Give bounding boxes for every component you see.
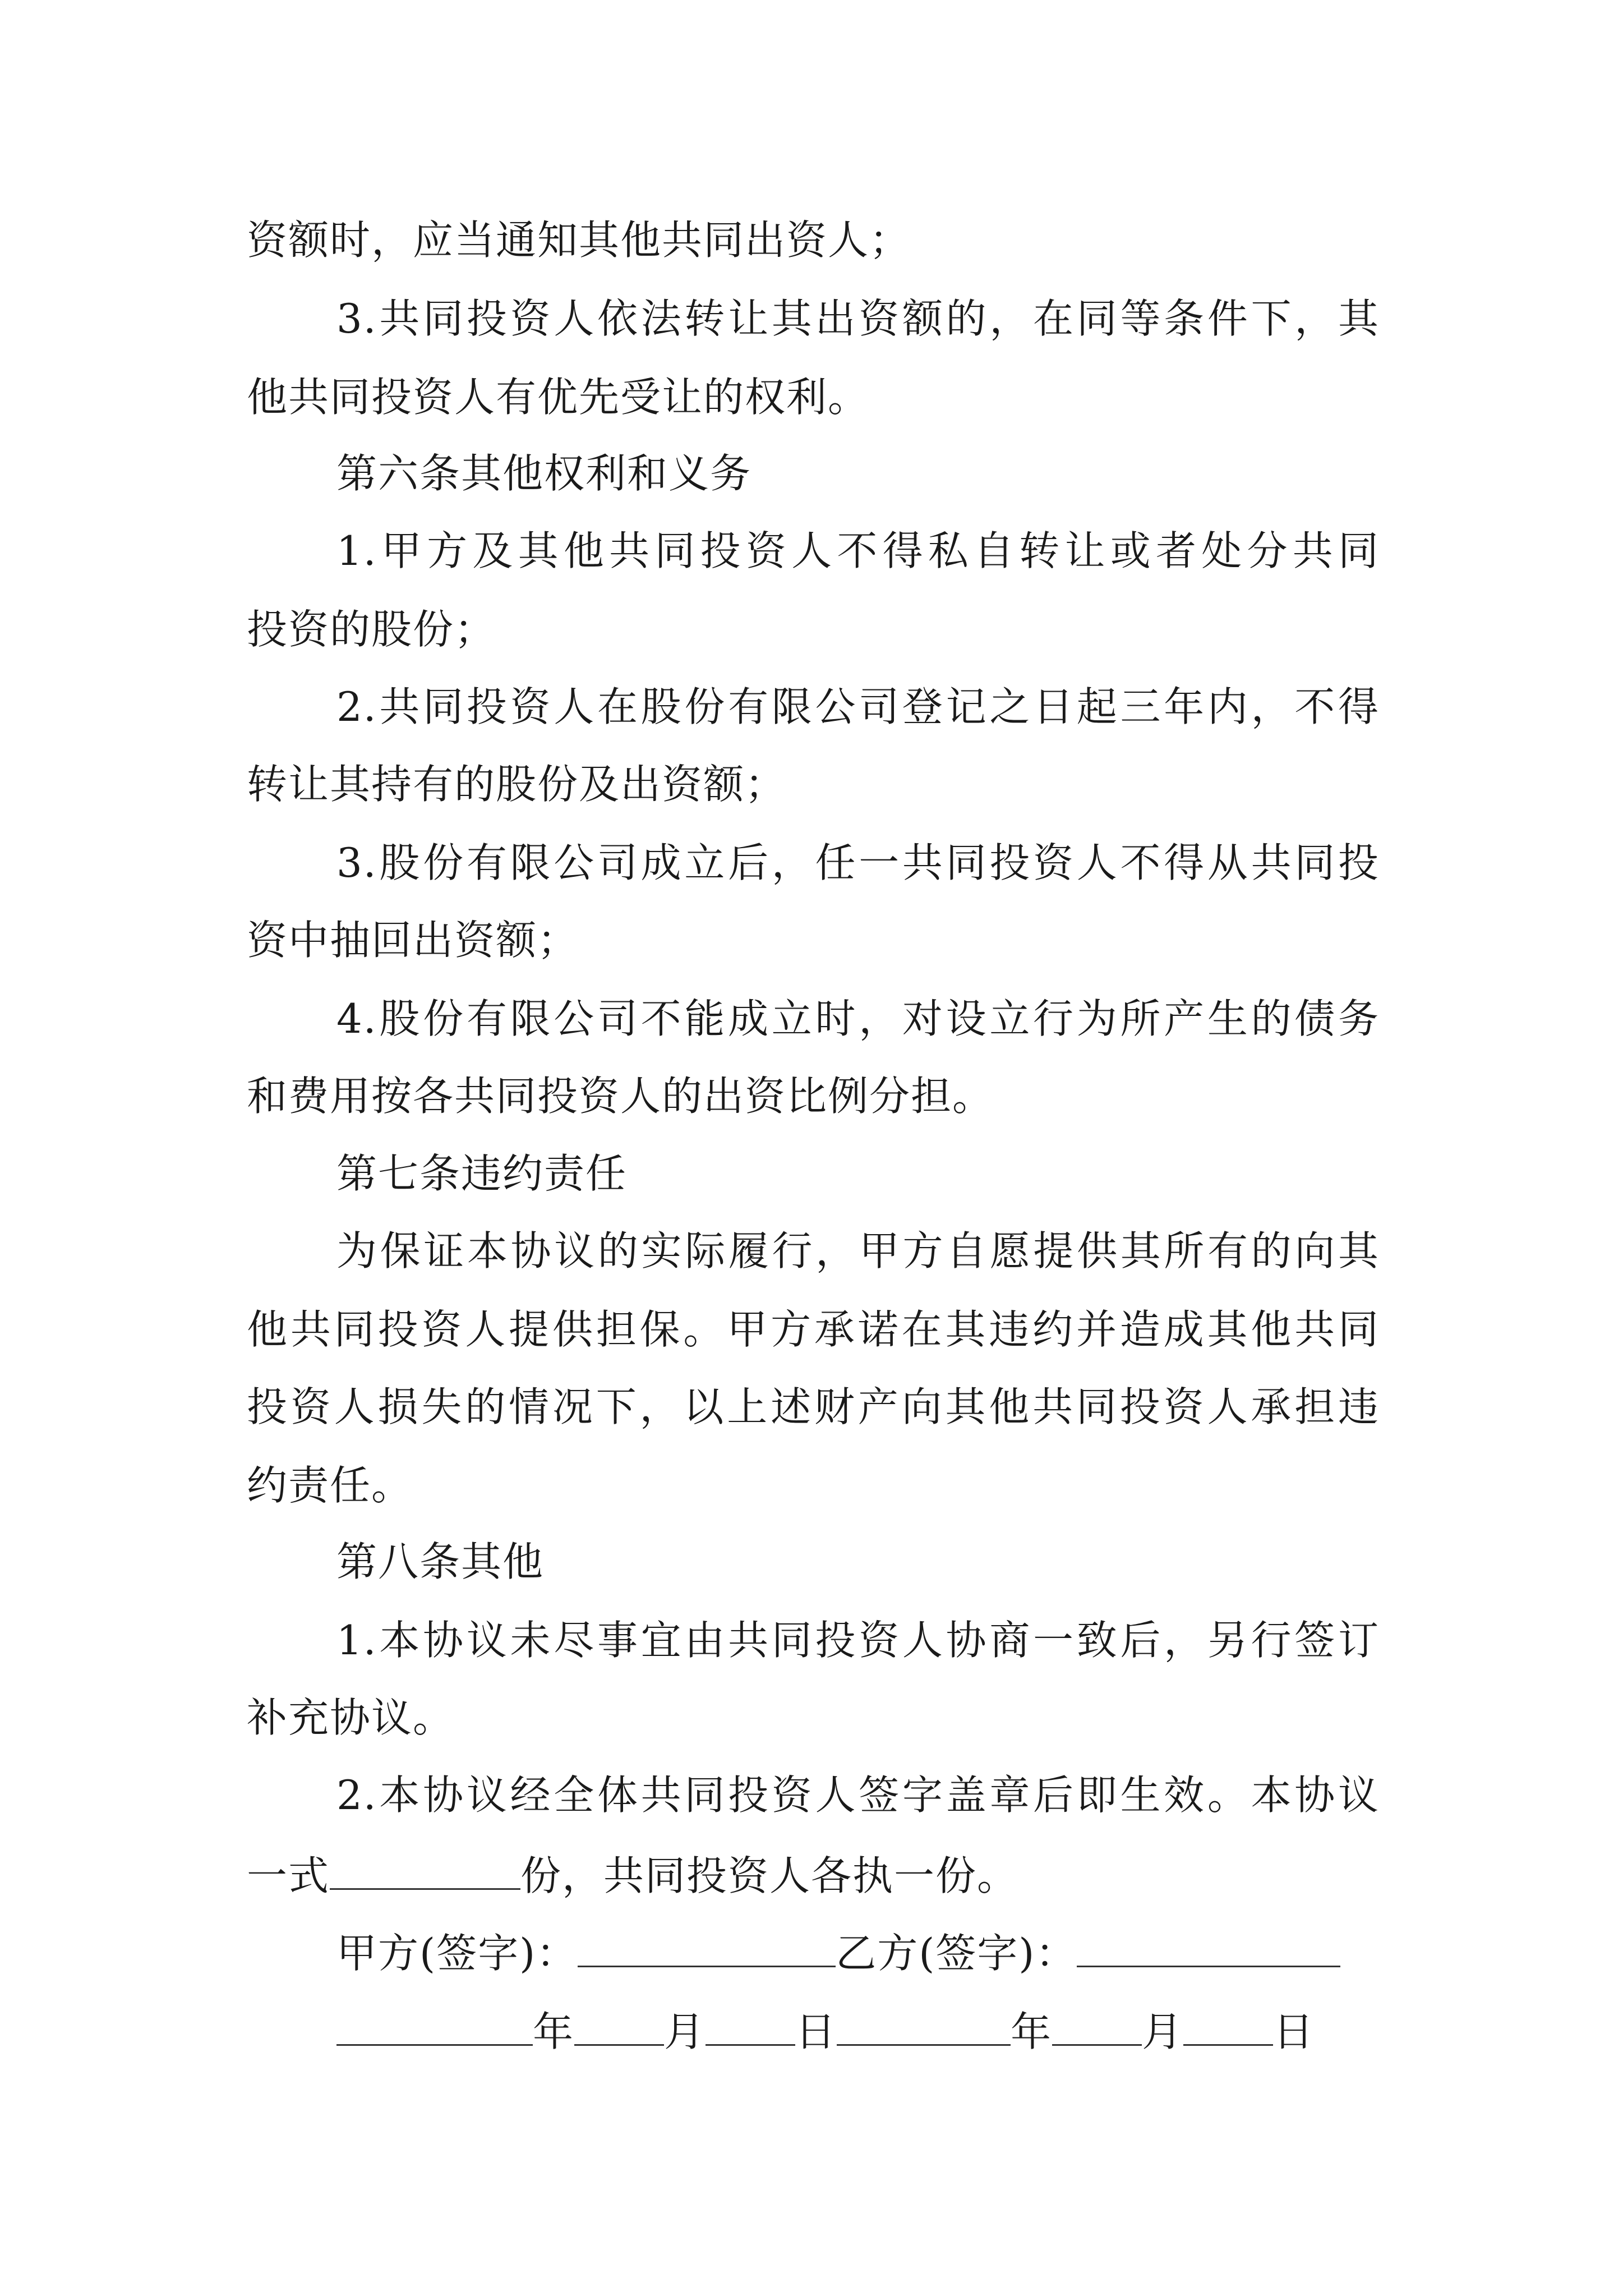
party-a-year-blank[interactable] (336, 2008, 533, 2046)
party-b-month-blank[interactable] (1052, 2008, 1142, 2046)
paragraph-line: 1.本协议未尽事宜由共同投资人协商一致后，另行签订 (336, 1617, 1380, 1664)
paragraph-line: 2.共同投资人在股份有限公司登记之日起三年内，不得 (336, 683, 1380, 730)
paragraph-line: 投资人损失的情况下，以上述财产向其他共同投资人承担违 (247, 1383, 1380, 1430)
paragraph-line: 资额时，应当通知其他共同出资人； (247, 217, 911, 264)
signature-row (336, 1930, 1380, 1977)
month-label: 月 (1142, 2008, 1184, 2055)
party-a-signature-blank[interactable] (578, 1930, 836, 1967)
copies-count-blank[interactable] (330, 1852, 520, 1890)
paragraph-line: 1.甲方及其他共同投资人不得私自转让或者处分共同 (336, 527, 1380, 574)
paragraph-line: 约责任。 (247, 1462, 413, 1509)
copies-line (247, 1852, 1380, 1899)
party-b-signature-label: 乙方(签字)： (836, 1930, 1077, 1977)
party-a-signature-label: 甲方(签字)： (336, 1930, 578, 1977)
paragraph-line: 和费用按各共同投资人的出资比例分担。 (247, 1073, 994, 1120)
paragraph-line: 2.本协议经全体共同投资人签字盖章后即生效。本协议 (336, 1772, 1380, 1819)
copies-prefix: 一式 (247, 1852, 330, 1899)
party-b-day-blank[interactable] (1183, 2008, 1273, 2046)
year-label: 年 (533, 2008, 575, 2055)
party-a-day-blank[interactable] (706, 2008, 795, 2046)
day-label: 日 (795, 2008, 837, 2055)
paragraph-line: 为保证本协议的实际履行，甲方自愿提供其所有的向其 (336, 1227, 1380, 1274)
party-a-month-blank[interactable] (574, 2008, 664, 2046)
paragraph-line: 他共同投资人提供担保。甲方承诺在其违约并造成其他共同 (247, 1306, 1380, 1353)
paragraph-line: 他共同投资人有优先受让的权利。 (247, 374, 870, 421)
section-heading: 第八条其他 (336, 1538, 545, 1585)
paragraph-line: 3.股份有限公司成立后，任一共同投资人不得从共同投 (336, 839, 1380, 886)
copies-suffix: 份，共同投资人各执一份。 (520, 1852, 1019, 1899)
section-heading: 第六条其他权利和义务 (336, 450, 752, 497)
year-label: 年 (1011, 2008, 1053, 2055)
section-heading: 第七条违约责任 (336, 1150, 628, 1197)
paragraph-line: 资中抽回出资额； (247, 917, 579, 964)
paragraph-line: 补充协议。 (247, 1694, 455, 1741)
month-label: 月 (664, 2008, 706, 2055)
day-label: 日 (1273, 2008, 1315, 2055)
paragraph-line: 投资的股份； (247, 606, 496, 653)
party-b-year-blank[interactable] (837, 2008, 1011, 2046)
party-b-signature-blank[interactable] (1077, 1930, 1340, 1967)
paragraph-line: 3.共同投资人依法转让其出资额的，在同等条件下，其 (336, 295, 1380, 342)
date-row (336, 2008, 1380, 2055)
paragraph-line: 转让其持有的股份及出资额； (247, 761, 787, 808)
paragraph-line: 4.股份有限公司不能成立时，对设立行为所产生的债务 (336, 995, 1380, 1042)
